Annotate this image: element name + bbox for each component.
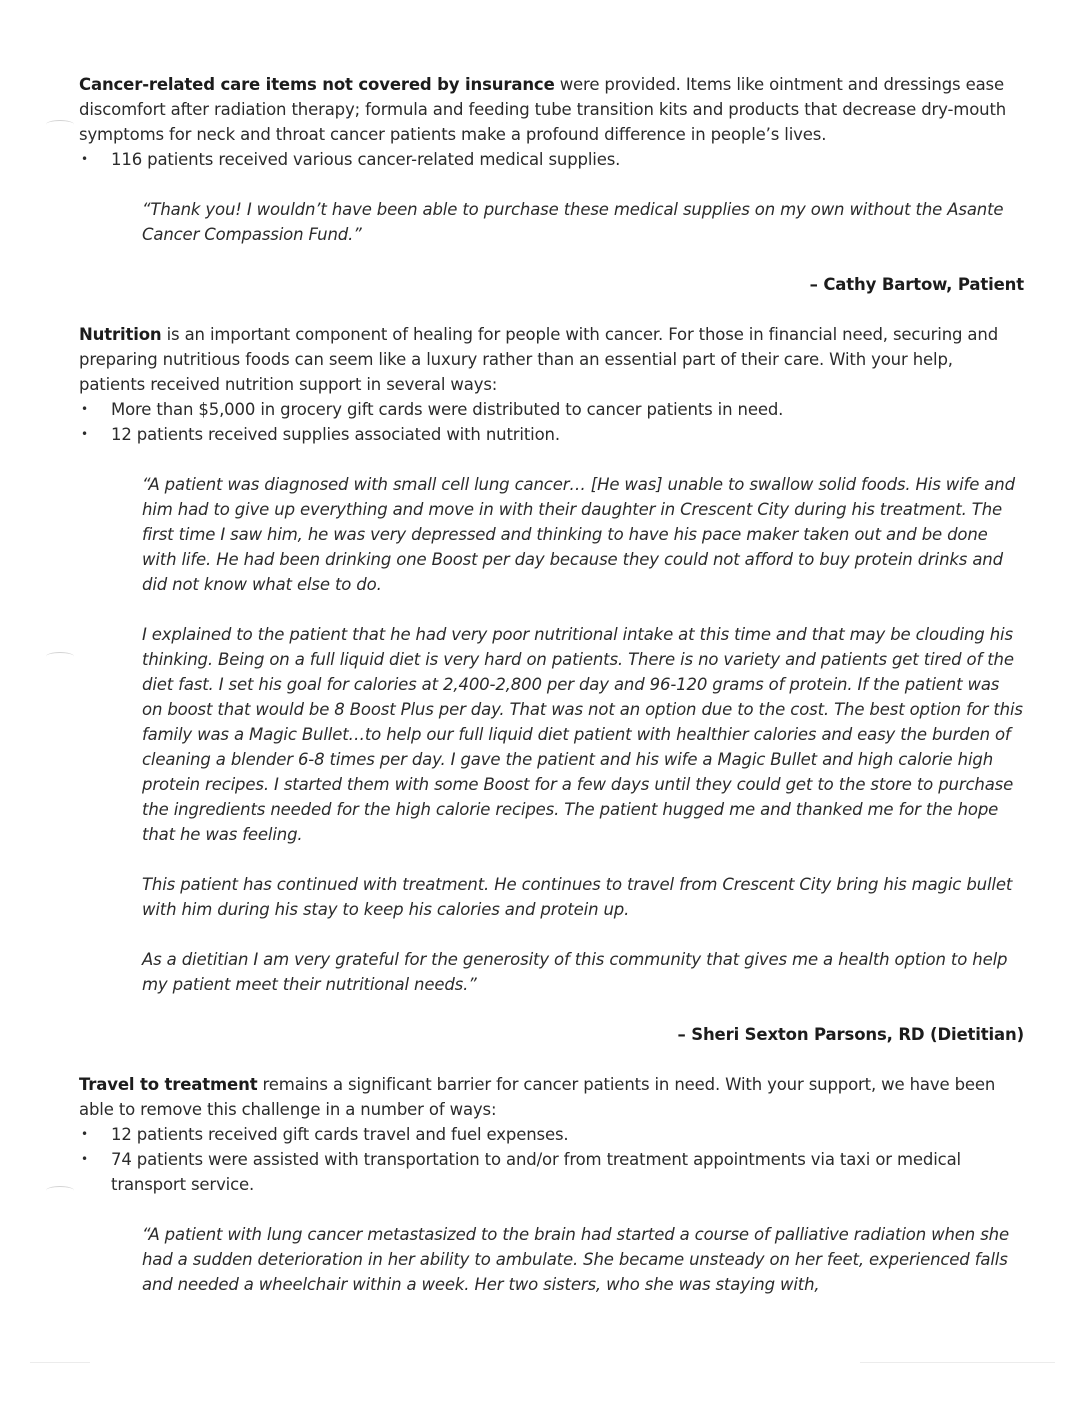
travel-section [79, 1072, 1024, 1297]
quote-paragraph: As a dietitian I am very grateful for the generosity of this community that gives me a health option to help my patient meet their nutritional needs.” [142, 950, 1008, 994]
nutrition-bullet-list [79, 397, 1024, 447]
supplies-section [79, 72, 1024, 297]
scan-artifact-mark [46, 120, 74, 129]
bullet-item: • 74 patients were assisted with transportation to and/or from treatment appointments via taxi or medical transport service. [79, 1147, 1024, 1197]
supplies-heading: Cancer-related care items not covered by insurance [79, 75, 555, 94]
quote-paragraph: “A patient was diagnosed with small cell lung cancer… [He was] unable to swallow solid foods. His wife and him had to give up everything and move in with their daughter in Crescent City during his treatment. The first time I saw him, he was very depressed and thinking to have his pace maker taken out and be done with life. He had been drinking one Boost per day because they could not afford to buy protein drinks and did not know what else to do. [142, 475, 1015, 594]
nutrition-quote [142, 472, 1024, 997]
bullet-item: • More than $5,000 in grocery gift cards were distributed to cancer patients in need. [79, 397, 1024, 422]
supplies-body: were provided. Items like ointment and dressings ease discomfort after radiation therapy; formula and feeding tube transition kits and products that decrease dry-mouth symptoms for neck and throat cancer patients make a profound difference in people’s lives. [79, 75, 1007, 144]
scan-artifact-line [30, 1362, 90, 1363]
nutrition-paragraph [79, 322, 1024, 397]
supplies-quote [142, 197, 1024, 247]
bullet-item: • 12 patients received supplies associated with nutrition. [79, 422, 1024, 447]
travel-paragraph [79, 1072, 1024, 1122]
supplies-paragraph [79, 72, 1024, 147]
travel-heading: Travel to treatment [79, 1075, 258, 1094]
scan-artifact-line [860, 1362, 1055, 1363]
nutrition-heading: Nutrition [79, 325, 162, 344]
quote-text: “A patient with lung cancer metastasized to the brain had started a course of palliative radiation when she had a sudden deterioration in her ability to ambulate. She became unsteady on her feet, experienced falls and needed a wheelchair within a week. Her two sisters, who she was staying with, [142, 1225, 1009, 1294]
travel-bullet-list [79, 1122, 1024, 1197]
document-page [79, 72, 1024, 1297]
bullet-item: • 116 patients received various cancer-related medical supplies. [79, 147, 1024, 172]
travel-quote [142, 1222, 1024, 1297]
quote-paragraph: I explained to the patient that he had very poor nutritional intake at this time and that may be clouding his thinking. Being on a full liquid diet is very hard on patients. There is no variety and patients get tired of the diet fast. I set his goal for calories at 2,400-2,800 per day and 96-120 grams of protein. If the patient was on boost that would be 8 Boost Plus per day. That was not an option due to the cost. The best option for this family was a Magic Bullet…to help our full liquid diet patient with healthier calories and easy the burden of cleaning a blender 6-8 times per day. I gave the patient and his wife a Magic Bullet and high calorie high protein recipes. I started them with some Boost for a few days until they could get to the store to purchase the ingredients needed for the high calorie recipes. The patient hugged me and thanked me for the hope that he was feeling. [142, 625, 1023, 844]
quote-text: “Thank you! I wouldn’t have been able to purchase these medical supplies on my own without the Asante Cancer Compassion Fund.” [142, 200, 1004, 244]
nutrition-body: is an important component of healing for people with cancer. For those in financial need, securing and preparing nutritious foods can seem like a luxury rather than an essential part of their care. With your help, patients received nutrition support in several ways: [79, 325, 999, 394]
travel-body: remains a significant barrier for cancer patients in need. With your support, we have been able to remove this challenge in a number of ways: [79, 1075, 996, 1119]
scan-artifact-mark [46, 652, 74, 661]
supplies-attribution: – Cathy Bartow, Patient [809, 275, 1024, 294]
nutrition-attribution: – Sheri Sexton Parsons, RD (Dietitian) [677, 1025, 1024, 1044]
bullet-item: • 12 patients received gift cards travel and fuel expenses. [79, 1122, 1024, 1147]
quote-paragraph: This patient has continued with treatment. He continues to travel from Crescent City bring his magic bullet with him during his stay to keep his calories and protein up. [142, 875, 1013, 919]
nutrition-section [79, 322, 1024, 1047]
supplies-bullet-list [79, 147, 1024, 172]
scan-artifact-mark [46, 1186, 74, 1195]
